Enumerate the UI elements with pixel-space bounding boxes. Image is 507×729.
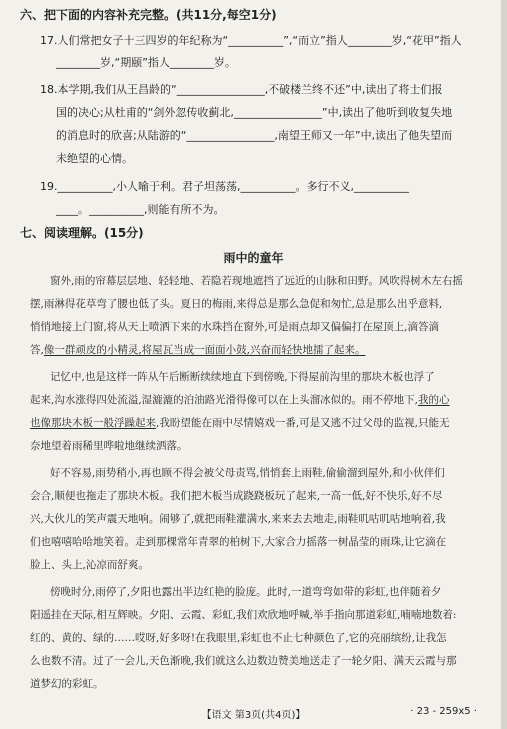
passage-line <box>30 342 483 357</box>
passage-title: 雨中的童年 <box>223 251 284 265</box>
section7-heading: 七、阅读理解。(15分) <box>20 226 144 240</box>
passage-line: 好不容易,雨势稍小,再也顾不得会被父母责骂,悄悄套上雨鞋,偷偷溜到屋外,和小伙伴们 <box>50 467 445 479</box>
passage-line: 会合,顺便也拖走了那块木板。我们把木板当成跷跷板玩了起来,一高一低,好不快乐,好不尽 <box>30 490 443 502</box>
passage-line: 么也数不清。过了一会儿,天色渐晚,我们就这么边数边赞美地送走了一轮夕阳、满天云霞与那 <box>30 655 457 667</box>
underlined-phrase: 我的心 <box>418 394 450 406</box>
passage-line: 脸上、头上,沁凉而舒爽。 <box>30 559 149 571</box>
page-number: 【语文 第3页(共4页)】 <box>201 710 306 721</box>
passage-line: 道梦幻的彩虹。 <box>30 678 104 690</box>
exam-code: · 23 - 259x5 · <box>410 706 477 717</box>
passage-line: 傍晚时分,雨停了,夕阳也露出半边红艳的脸庞。此时,一道弯弯如带的彩虹,也伴随着夕 <box>50 586 442 598</box>
question-19-line2: ____。__________,则能有所不为。 <box>56 203 225 216</box>
underlined-sentence: 像一群顽皮的小精灵,将屋瓦当成一面面小鼓,兴奋而轻快地擂了起来。 <box>43 344 366 356</box>
underlined-phrase: 也像那块木板一般浮躁起来 <box>30 417 156 429</box>
passage-line <box>30 415 483 430</box>
passage-line: 记忆中,也是这样一阵从午后断断续续地直下到傍晚,下得屋前沟里的那块木板也浮了 <box>50 371 435 383</box>
passage-line: 悄悄地接上门窗,将从天上喷洒下来的水珠挡在窗外,可是雨点却又偏偏打在屋顶上,滴答滴 <box>30 321 440 333</box>
question-19-line1: 19.__________,小人喻于利。君子坦荡荡,__________。多行不义,__________ <box>40 180 409 193</box>
question-17-line1: 17.人们常把女子十三四岁的年纪称为“__________”,“而立”指人________岁,“花甲”指人 <box>40 34 462 47</box>
question-18-line1: 18.本学期,我们从王昌龄的“________________,不破楼兰终不还”中,读出了将士们报 <box>40 83 443 96</box>
passage-line: 阳遥挂在天际,相互辉映。夕阳、云霞、彩虹,我们欢欣地呼喊,举手指向那道彩虹,喃喃地数着: <box>30 609 457 621</box>
passage-text: 答, <box>30 344 44 356</box>
section6-heading: 六、把下面的内容补充完整。(共11分,每空1分) <box>20 8 277 22</box>
passage-line <box>30 392 483 407</box>
question-18-line2: 国的决心;从杜甫的“剑外忽传收蓟北,________________”中,读出了他听到收复失地 <box>56 106 453 119</box>
passage-line: 红的、黄的、绿的……哎呀,好多呀!在我眼里,彩虹也不止七种颜色了,它的亮丽缤纷,让我怎 <box>30 632 447 644</box>
passage-text: ,我盼望能在雨中尽情嬉戏一番,可是又逃不过父母的监视,只能无 <box>156 417 450 429</box>
passage-line: 摆,雨淋得花草弯了腰也低了头。夏日的梅雨,来得总是那么急促和匆忙,总是那么出乎意料, <box>30 298 443 310</box>
question-18-line4: 未绝望的心情。 <box>56 152 133 165</box>
passage-line: 奈地望着雨稀里哗啦地继续洒落。 <box>30 440 188 452</box>
passage-text: 起来,沟水涨得四处流溢,湿漉漉的泊油路光滑得像可以在上头溜冰似的。雨不停地下, <box>30 394 419 406</box>
question-17-line2: ________岁,“期颐”指人________岁。 <box>56 56 236 69</box>
page-edge-shadow <box>501 0 507 729</box>
passage-line: 窗外,雨的帘幕层层地、轻轻地、若隐若现地遮挡了远近的山脉和田野。风吹得树木左右摇 <box>50 275 463 287</box>
passage-line: 们也嘻嘻哈哈地笑着。走到那棵常年青翠的柏树下,大家合力摇落一树晶莹的雨珠,让它滴在 <box>30 536 447 548</box>
question-18-line3: 的消息时的欣喜;从陆游的“________________,南望王师又一年”中,读出了他失望而 <box>56 129 453 142</box>
passage-line: 兴,大伙儿的笑声震天地响。闹够了,就把雨鞋灌满水,来来去去地走,雨鞋叽咕叽咕地响着,我 <box>30 513 446 525</box>
